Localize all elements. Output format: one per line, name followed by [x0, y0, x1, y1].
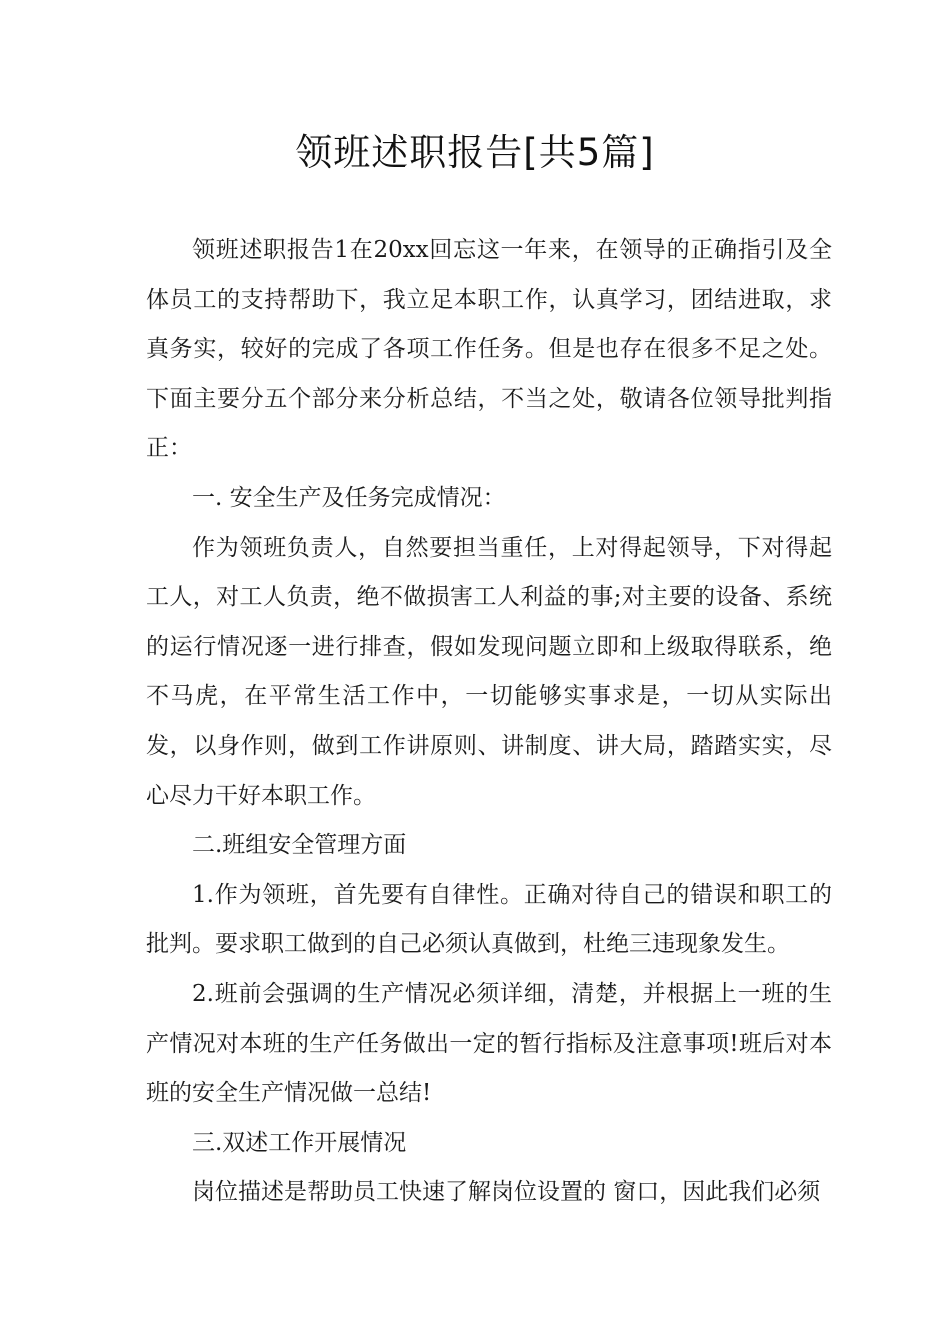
section-heading-3: 三.双述工作开展情况: [192, 1129, 407, 1156]
paragraph-item-1: 1.作为领班，首先要有自律性。正确对待自己的错误和职工的批判。要求职工做到的自己必须认真做到，杜绝三违现象发生。: [146, 881, 832, 958]
paragraph-section-1: 作为领班负责人，自然要担当重任，上对得起领导，下对得起工人，对工人负责，绝不做损害工人利益的事;对主要的设备、系统的运行情况逐一进行排查，假如发现问题立即和上级取得联系，绝不马虎，在平常生活工作中，一切能够实事求是，一切从实际出发，以身作则，做到工作讲原则、讲制度、讲大局，踏踏实实，尽心尽力干好本职工作。: [146, 534, 832, 809]
paragraph-section-3: 岗位描述是帮助员工快速了解岗位设置的 窗口，因此我们必须: [192, 1179, 821, 1206]
section-heading-2: 二.班组安全管理方面: [192, 832, 407, 859]
section-heading-1: 一. 安全生产及任务完成情况：: [192, 484, 506, 511]
document-body: [146, 226, 832, 1218]
paragraph-item-2: 2.班前会强调的生产情况必须详细，清楚，并根据上一班的生产情况对本班的生产任务做出一定的暂行指标及注意事项!班后对本班的安全生产情况做一总结!: [146, 980, 832, 1107]
paragraph-intro: 领班述职报告1在20xx回忘这一年来，在领导的正确指引及全体员工的支持帮助下，我立足本职工作，认真学习，团结进取，求真务实，较好的完成了各项工作任务。但是也存在很多不足之处。下面主要分五个部分来分析总结，不当之处，敬请各位领导批判指正：: [146, 237, 832, 462]
document-title: 领班述职报告[共5篇]: [295, 131, 655, 174]
